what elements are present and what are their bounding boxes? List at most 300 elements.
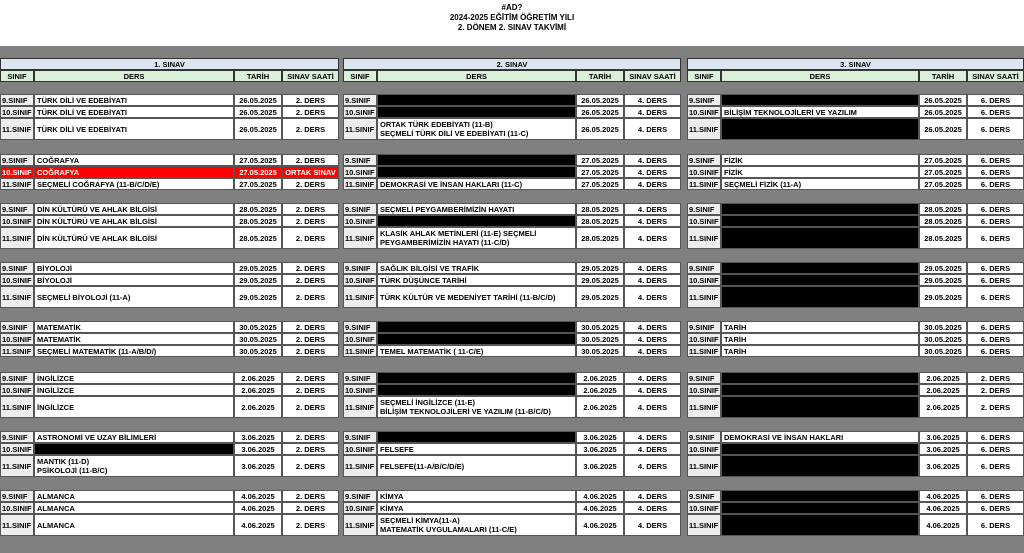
class-cell: 9.SINIF (343, 490, 377, 502)
table-row (0, 106, 339, 118)
table-row (0, 502, 339, 514)
time-cell: 2. DERS (282, 502, 339, 514)
date-cell: 30.05.2025 (234, 345, 282, 357)
table-row (687, 333, 1024, 345)
table-row (687, 118, 1024, 140)
course-cell (721, 396, 919, 418)
date-cell: 29.05.2025 (234, 274, 282, 286)
table-row (343, 321, 681, 333)
date-cell: 28.05.2025 (234, 215, 282, 227)
time-cell: 4. DERS (624, 262, 681, 274)
class-cell: 9.SINIF (687, 321, 721, 333)
date-cell: 28.05.2025 (576, 203, 624, 215)
date-cell: 2.06.2025 (919, 372, 967, 384)
course-cell (377, 384, 576, 396)
panel-title: 2. SINAV (343, 58, 681, 70)
date-cell: 3.06.2025 (919, 431, 967, 443)
exam-panel-2 (343, 58, 681, 553)
table-row (687, 431, 1024, 443)
table-row (343, 384, 681, 396)
course-cell (721, 502, 919, 514)
time-cell: 2. DERS (282, 345, 339, 357)
group-separator (343, 536, 681, 553)
time-cell: 2. DERS (282, 514, 339, 536)
group-separator (687, 190, 1024, 203)
class-cell: 9.SINIF (343, 431, 377, 443)
time-cell: 4. DERS (624, 215, 681, 227)
time-cell: 4. DERS (624, 94, 681, 106)
course-cell: KLASİK AHLAK METİNLERİ (11-E) SEÇMELİ PEYGAMBERİMİZİN HAYATI (11-C/D) (377, 227, 576, 249)
course-cell: DİN KÜLTÜRÜ VE AHLAK BİLGİSİ (34, 215, 234, 227)
time-cell: 6. DERS (967, 94, 1024, 106)
table-row (0, 333, 339, 345)
class-cell: 10.SINIF (0, 502, 34, 514)
table-row (0, 118, 339, 140)
course-cell: ASTRONOMİ VE UZAY BİLİMLERİ (34, 431, 234, 443)
table-row (0, 94, 339, 106)
class-cell: 10.SINIF (0, 166, 34, 178)
class-cell: 10.SINIF (687, 274, 721, 286)
date-cell: 26.05.2025 (234, 106, 282, 118)
class-cell: 11.SINIF (0, 455, 34, 477)
group-separator (0, 418, 339, 431)
table-row (0, 345, 339, 357)
column-header-tarih: TARİH (919, 70, 967, 82)
class-cell: 10.SINIF (0, 274, 34, 286)
date-cell: 29.05.2025 (234, 286, 282, 308)
group-separator (0, 308, 339, 321)
time-cell: 2. DERS (282, 443, 339, 455)
class-cell: 11.SINIF (0, 227, 34, 249)
date-cell: 26.05.2025 (576, 106, 624, 118)
time-cell: 6. DERS (967, 166, 1024, 178)
class-cell: 11.SINIF (687, 178, 721, 190)
group-separator (687, 82, 1024, 94)
date-cell: 29.05.2025 (234, 262, 282, 274)
time-cell: 4. DERS (624, 286, 681, 308)
table-row (343, 286, 681, 308)
table-row (343, 203, 681, 215)
time-cell: 4. DERS (624, 166, 681, 178)
class-cell: 10.SINIF (343, 443, 377, 455)
time-cell: 4. DERS (624, 396, 681, 418)
group-separator (687, 357, 1024, 372)
course-cell: ALMANCA (34, 514, 234, 536)
time-cell: 6. DERS (967, 514, 1024, 536)
course-cell: ORTAK TÜRK EDEBİYATI (11-B) SEÇMELİ TÜRK DİLİ VE EDEBİYATI (11-C) (377, 118, 576, 140)
time-cell: 6. DERS (967, 443, 1024, 455)
time-cell: 6. DERS (967, 321, 1024, 333)
class-cell: 11.SINIF (343, 178, 377, 190)
date-cell: 27.05.2025 (234, 166, 282, 178)
class-cell: 10.SINIF (0, 215, 34, 227)
date-cell: 27.05.2025 (576, 166, 624, 178)
date-cell: 4.06.2025 (234, 490, 282, 502)
class-cell: 11.SINIF (0, 514, 34, 536)
course-cell (721, 215, 919, 227)
date-cell: 29.05.2025 (576, 262, 624, 274)
course-cell: FELSEFE(11-A/B/C/D/E) (377, 455, 576, 477)
table-row (687, 443, 1024, 455)
course-cell (721, 94, 919, 106)
class-cell: 11.SINIF (687, 118, 721, 140)
course-cell (721, 262, 919, 274)
table-row (0, 274, 339, 286)
class-cell: 9.SINIF (687, 372, 721, 384)
course-cell: KİMYA (377, 502, 576, 514)
class-cell: 9.SINIF (0, 203, 34, 215)
table-row (687, 154, 1024, 166)
date-cell: 2.06.2025 (576, 396, 624, 418)
date-cell: 26.05.2025 (919, 118, 967, 140)
class-cell: 9.SINIF (343, 94, 377, 106)
class-cell: 10.SINIF (343, 166, 377, 178)
course-cell: MATEMATİK (34, 333, 234, 345)
course-cell: FELSEFE (377, 443, 576, 455)
table-row (0, 443, 339, 455)
group-separator (343, 190, 681, 203)
course-cell (721, 372, 919, 384)
class-cell: 10.SINIF (687, 215, 721, 227)
date-cell: 4.06.2025 (919, 502, 967, 514)
class-cell: 11.SINIF (687, 514, 721, 536)
class-cell: 9.SINIF (687, 154, 721, 166)
top-gray-band (0, 46, 1024, 58)
column-header-saat: SINAV SAATİ (967, 70, 1024, 82)
table-row (687, 286, 1024, 308)
date-cell: 30.05.2025 (919, 321, 967, 333)
table-row (687, 345, 1024, 357)
date-cell: 28.05.2025 (234, 227, 282, 249)
class-cell: 11.SINIF (0, 286, 34, 308)
course-cell: FİZİK (721, 154, 919, 166)
group-separator (687, 418, 1024, 431)
date-cell: 2.06.2025 (576, 384, 624, 396)
time-cell: 4. DERS (624, 514, 681, 536)
date-cell: 28.05.2025 (576, 215, 624, 227)
group-separator (343, 477, 681, 490)
class-cell: 11.SINIF (687, 227, 721, 249)
date-cell: 26.05.2025 (576, 118, 624, 140)
class-cell: 10.SINIF (343, 274, 377, 286)
class-cell: 9.SINIF (687, 94, 721, 106)
course-cell (377, 94, 576, 106)
time-cell: 2. DERS (282, 431, 339, 443)
date-cell: 26.05.2025 (919, 106, 967, 118)
date-cell: 27.05.2025 (919, 166, 967, 178)
table-row (343, 514, 681, 536)
time-cell: 2. DERS (282, 372, 339, 384)
class-cell: 10.SINIF (0, 106, 34, 118)
class-cell: 11.SINIF (687, 396, 721, 418)
course-cell (377, 431, 576, 443)
class-cell: 11.SINIF (343, 227, 377, 249)
course-cell: SEÇMELİ MATEMATİK (11-A/B/D/) (34, 345, 234, 357)
column-header-ders: DERS (34, 70, 234, 82)
class-cell: 10.SINIF (687, 166, 721, 178)
date-cell: 2.06.2025 (234, 372, 282, 384)
class-cell: 11.SINIF (343, 396, 377, 418)
class-cell: 9.SINIF (343, 203, 377, 215)
time-cell: 6. DERS (967, 262, 1024, 274)
panel-title: 1. SINAV (0, 58, 339, 70)
table-row (343, 94, 681, 106)
course-cell: SAĞLIK BİLGİSİ VE TRAFİK (377, 262, 576, 274)
time-cell: 4. DERS (624, 321, 681, 333)
date-cell: 29.05.2025 (919, 274, 967, 286)
course-cell: DİN KÜLTÜRÜ VE AHLAK BİLGİSİ (34, 227, 234, 249)
time-cell: 2. DERS (282, 396, 339, 418)
table-row (0, 286, 339, 308)
class-cell: 9.SINIF (0, 154, 34, 166)
table-row (343, 443, 681, 455)
time-cell: 6. DERS (967, 345, 1024, 357)
class-cell: 9.SINIF (687, 431, 721, 443)
date-cell: 2.06.2025 (919, 396, 967, 418)
table-row (0, 166, 339, 178)
table-row (687, 514, 1024, 536)
time-cell: 2. DERS (282, 106, 339, 118)
group-separator (343, 418, 681, 431)
time-cell: 6. DERS (967, 178, 1024, 190)
class-cell: 11.SINIF (687, 286, 721, 308)
course-cell (721, 384, 919, 396)
date-cell: 27.05.2025 (919, 154, 967, 166)
date-cell: 2.06.2025 (919, 384, 967, 396)
date-cell: 30.05.2025 (576, 321, 624, 333)
header-line1: #AD? (501, 3, 523, 12)
time-cell: 6. DERS (967, 106, 1024, 118)
course-cell (721, 286, 919, 308)
date-cell: 26.05.2025 (919, 94, 967, 106)
course-cell: İNGİLİZCE (34, 372, 234, 384)
group-separator (343, 308, 681, 321)
class-cell: 11.SINIF (343, 514, 377, 536)
course-cell (721, 203, 919, 215)
table-row (0, 227, 339, 249)
table-row (343, 502, 681, 514)
time-cell: 2. DERS (282, 274, 339, 286)
time-cell: 4. DERS (624, 203, 681, 215)
table-row (343, 166, 681, 178)
group-separator (0, 477, 339, 490)
time-cell: 6. DERS (967, 286, 1024, 308)
course-cell (721, 490, 919, 502)
class-cell: 11.SINIF (343, 286, 377, 308)
header-line3: 2. DÖNEM 2. SINAV TAKVİMİ (457, 23, 567, 32)
table-row (687, 178, 1024, 190)
time-cell: 4. DERS (624, 118, 681, 140)
column-header-sinif: SINIF (687, 70, 721, 82)
time-cell: 2. DERS (282, 203, 339, 215)
course-cell (377, 321, 576, 333)
time-cell: 2. DERS (282, 215, 339, 227)
table-row (0, 178, 339, 190)
class-cell: 10.SINIF (687, 106, 721, 118)
course-cell: FİZİK (721, 166, 919, 178)
course-cell (377, 215, 576, 227)
header-line2: 2024-2025 EĞİTİM ÖĞRETİM YILI (449, 13, 575, 22)
course-cell: DEMOKRASİ VE İNSAN HAKLARI (721, 431, 919, 443)
course-cell: SEÇMELİ COĞRAFYA (11-B/C/D/E) (34, 178, 234, 190)
date-cell: 2.06.2025 (234, 384, 282, 396)
exam-panel-1 (0, 58, 339, 553)
table-row (687, 94, 1024, 106)
time-cell: 4. DERS (624, 345, 681, 357)
time-cell: ORTAK SINAV (282, 166, 339, 178)
time-cell: 2. DERS (282, 227, 339, 249)
date-cell: 3.06.2025 (919, 455, 967, 477)
table-row (0, 154, 339, 166)
course-cell (377, 333, 576, 345)
course-cell (377, 166, 576, 178)
class-cell: 10.SINIF (687, 502, 721, 514)
group-separator (0, 82, 339, 94)
time-cell: 2. DERS (967, 396, 1024, 418)
time-cell: 2. DERS (282, 94, 339, 106)
class-cell: 10.SINIF (343, 215, 377, 227)
date-cell: 2.06.2025 (576, 372, 624, 384)
course-cell: TÜRK DİLİ VE EDEBİYATI (34, 118, 234, 140)
time-cell: 4. DERS (624, 490, 681, 502)
date-cell: 27.05.2025 (576, 154, 624, 166)
course-cell: BİLİŞİM TEKNOLOJİLERİ VE YAZILIM (721, 106, 919, 118)
group-separator (0, 190, 339, 203)
course-cell: SEÇMELİ İNGİLİZCE (11-E) BİLİŞİM TEKNOLOJİLERİ VE YAZILIM (11-B/C/D) (377, 396, 576, 418)
table-row (343, 345, 681, 357)
time-cell: 4. DERS (624, 154, 681, 166)
column-header-tarih: TARİH (234, 70, 282, 82)
date-cell: 4.06.2025 (576, 490, 624, 502)
time-cell: 6. DERS (967, 203, 1024, 215)
course-cell (377, 372, 576, 384)
date-cell: 29.05.2025 (919, 286, 967, 308)
table-row (687, 490, 1024, 502)
table-row (687, 396, 1024, 418)
date-cell: 30.05.2025 (919, 333, 967, 345)
table-row (687, 166, 1024, 178)
date-cell: 3.06.2025 (234, 443, 282, 455)
course-cell (721, 227, 919, 249)
course-cell: SEÇMELİ KİMYA(11-A) MATEMATİK UYGULAMALARI (11-C/E) (377, 514, 576, 536)
table-row (0, 203, 339, 215)
class-cell: 10.SINIF (343, 106, 377, 118)
date-cell: 26.05.2025 (234, 94, 282, 106)
course-cell: TÜRK DİLİ VE EDEBİYATI (34, 94, 234, 106)
table-row (343, 262, 681, 274)
class-cell: 9.SINIF (0, 321, 34, 333)
date-cell: 27.05.2025 (919, 178, 967, 190)
date-cell: 3.06.2025 (234, 455, 282, 477)
class-cell: 10.SINIF (343, 333, 377, 345)
course-cell: SEÇMELİ FİZİK (11-A) (721, 178, 919, 190)
exam-panel-3 (687, 58, 1024, 553)
time-cell: 4. DERS (624, 178, 681, 190)
class-cell: 11.SINIF (0, 345, 34, 357)
date-cell: 2.06.2025 (234, 396, 282, 418)
course-cell: COĞRAFYA (34, 166, 234, 178)
time-cell: 4. DERS (624, 372, 681, 384)
date-cell: 27.05.2025 (576, 178, 624, 190)
date-cell: 29.05.2025 (576, 286, 624, 308)
class-cell: 9.SINIF (0, 490, 34, 502)
date-cell: 4.06.2025 (576, 502, 624, 514)
date-cell: 30.05.2025 (234, 333, 282, 345)
class-cell: 10.SINIF (0, 384, 34, 396)
group-separator (0, 249, 339, 262)
time-cell: 2. DERS (967, 372, 1024, 384)
date-cell: 30.05.2025 (234, 321, 282, 333)
course-cell (721, 118, 919, 140)
time-cell: 4. DERS (624, 384, 681, 396)
course-cell (721, 274, 919, 286)
time-cell: 2. DERS (282, 154, 339, 166)
table-row (0, 215, 339, 227)
class-cell: 9.SINIF (343, 321, 377, 333)
class-cell: 10.SINIF (343, 384, 377, 396)
group-separator (343, 140, 681, 154)
course-cell: TARİH (721, 345, 919, 357)
date-cell: 30.05.2025 (576, 333, 624, 345)
group-separator (687, 477, 1024, 490)
date-cell: 4.06.2025 (919, 514, 967, 536)
table-row (343, 106, 681, 118)
course-cell: MATEMATİK (34, 321, 234, 333)
table-row (0, 514, 339, 536)
course-cell: TARİH (721, 321, 919, 333)
time-cell: 2. DERS (282, 118, 339, 140)
class-cell: 9.SINIF (0, 372, 34, 384)
date-cell: 27.05.2025 (234, 154, 282, 166)
time-cell: 4. DERS (624, 106, 681, 118)
class-cell: 9.SINIF (0, 94, 34, 106)
table-row (343, 118, 681, 140)
course-cell: DİN KÜLTÜRÜ VE AHLAK BİLGİSİ (34, 203, 234, 215)
course-cell (377, 154, 576, 166)
time-cell: 4. DERS (624, 333, 681, 345)
class-cell: 9.SINIF (343, 372, 377, 384)
column-header-ders: DERS (377, 70, 576, 82)
column-header-ders: DERS (721, 70, 919, 82)
group-separator (0, 357, 339, 372)
table-row (0, 490, 339, 502)
date-cell: 3.06.2025 (576, 455, 624, 477)
column-header-sinif: SINIF (343, 70, 377, 82)
date-cell: 29.05.2025 (919, 262, 967, 274)
course-cell: COĞRAFYA (34, 154, 234, 166)
course-cell (721, 455, 919, 477)
date-cell: 3.06.2025 (576, 443, 624, 455)
date-cell: 4.06.2025 (576, 514, 624, 536)
time-cell: 4. DERS (624, 502, 681, 514)
table-row (0, 396, 339, 418)
table-row (0, 384, 339, 396)
class-cell: 10.SINIF (687, 333, 721, 345)
time-cell: 2. DERS (282, 286, 339, 308)
table-row (687, 215, 1024, 227)
class-cell: 11.SINIF (343, 455, 377, 477)
class-cell: 11.SINIF (0, 178, 34, 190)
class-cell: 9.SINIF (687, 490, 721, 502)
time-cell: 6. DERS (967, 490, 1024, 502)
group-separator (687, 536, 1024, 553)
course-cell: SEÇMELİ BİYOLOJİ (11-A) (34, 286, 234, 308)
table-row (687, 321, 1024, 333)
date-cell: 26.05.2025 (576, 94, 624, 106)
table-row (343, 178, 681, 190)
group-separator (343, 249, 681, 262)
course-cell: MANTIK (11-D) PSİKOLOJİ (11-B/C) (34, 455, 234, 477)
